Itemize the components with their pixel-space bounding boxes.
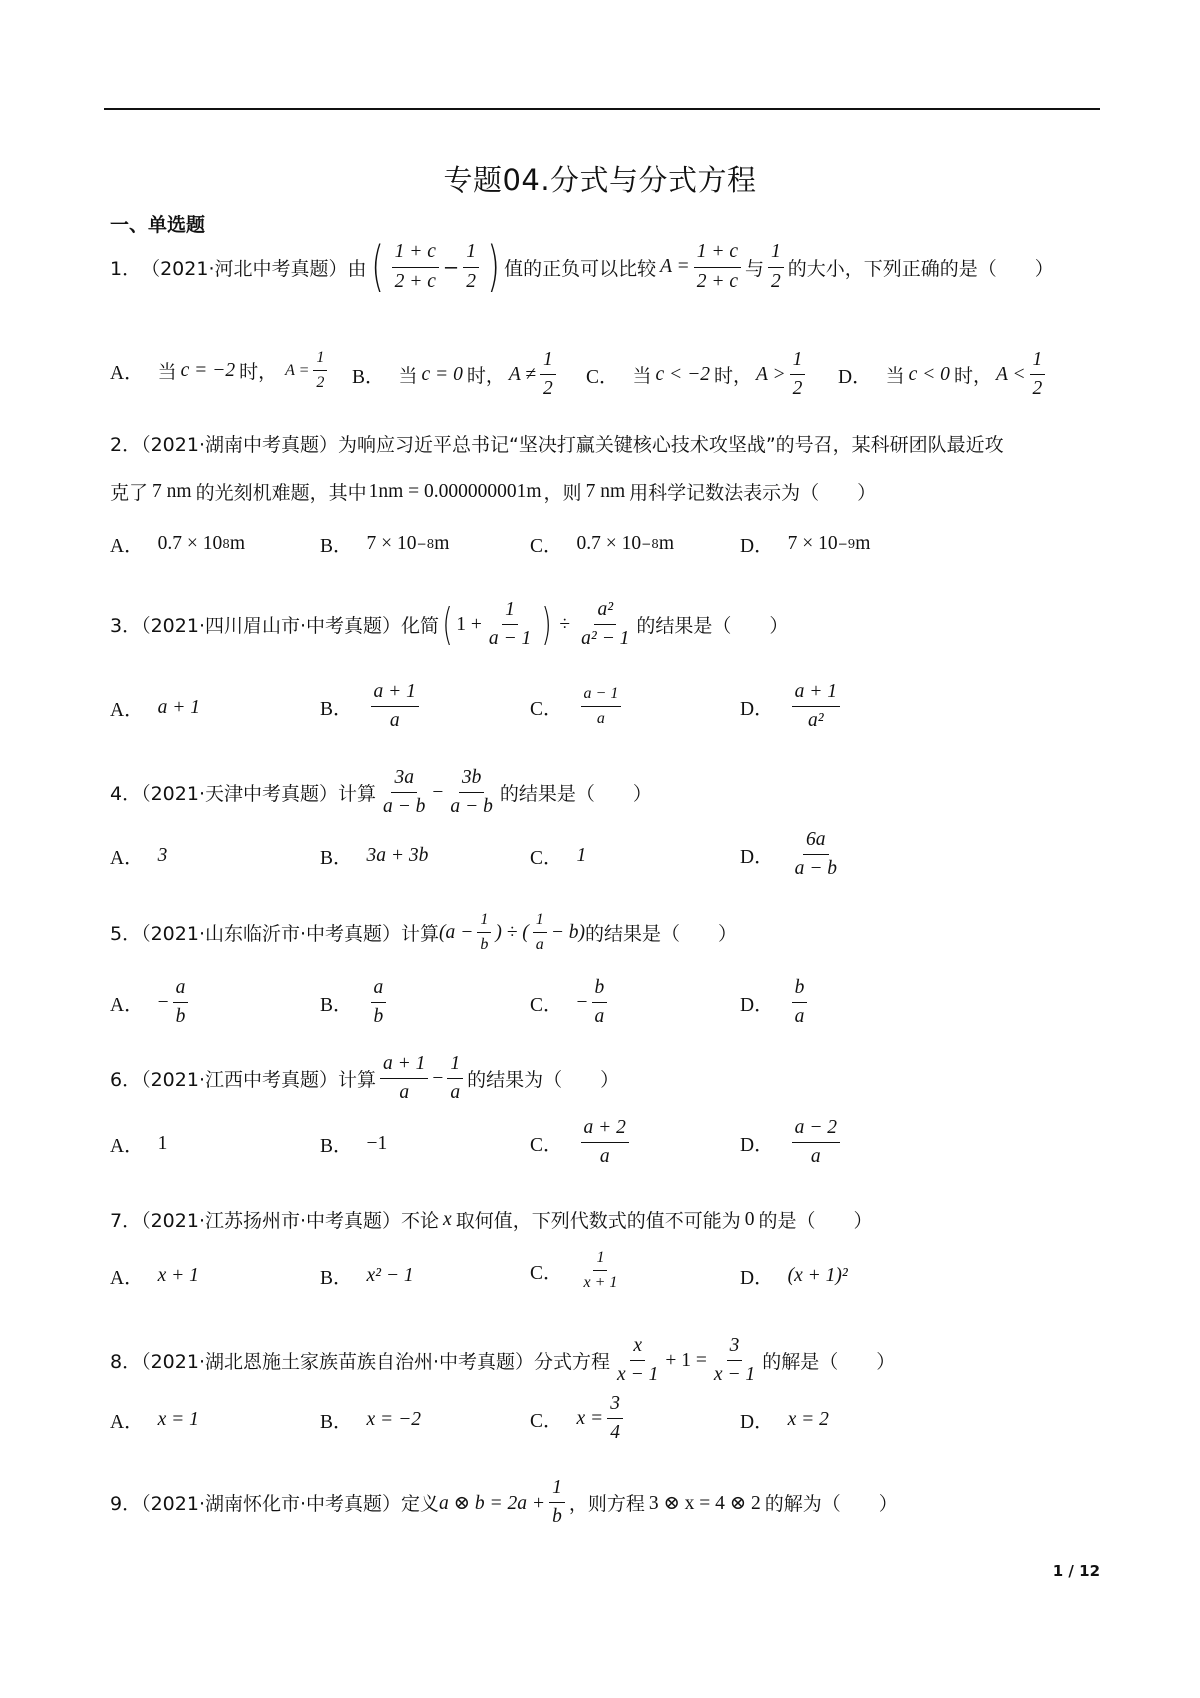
q6-option-c[interactable]: C． $\frac{a + 2}{a}$ [530, 1116, 633, 1170]
fraction: $\frac{1}{2}$ [463, 240, 479, 294]
question-8: 8．（2021·湖北恩施土家族苗族自治州·中考真题）分式方程 $\frac{x}{x - 1}$ + 1 = $\frac{3}{x - 1}$ 的解是（ ） [110, 1335, 896, 1386]
minus: − [442, 255, 460, 279]
q1-option-c[interactable]: C． 当 c < −2 时， A > $\frac{1}{2}$ [586, 348, 809, 402]
q3-option-a[interactable]: A． a + 1 [110, 697, 201, 721]
q5-option-c[interactable]: C． − $\frac{b}{a}$ [530, 976, 611, 1030]
fraction: $\frac{1 + c}{2 + c}$ [694, 240, 741, 294]
q2-option-d[interactable]: D． 7 × 10 −9 m [740, 533, 871, 557]
q6-option-b[interactable]: B． −1 [320, 1133, 388, 1157]
q1-text: 的大小，下列正确的是（ ） [787, 257, 1054, 280]
question-2-line-1: 2．（2021·湖南中考真题）为响应习近平总书记“坚决打赢关键核心技术攻坚战”的号召，某科研团队最近攻 [110, 434, 1004, 456]
q1-text: 与 [745, 257, 765, 280]
q1-text: 值的正负可以比较 [504, 257, 657, 280]
q8-option-a[interactable]: A． x = 1 [110, 1409, 199, 1433]
q6-option-d[interactable]: D． $\frac{a - 2}{a}$ [740, 1116, 844, 1170]
q1-option-d[interactable]: D． 当 c < 0 时， A < $\frac{1}{2}$ [838, 348, 1049, 402]
right-paren: ) [541, 598, 552, 650]
q5-option-d[interactable]: D． $\frac{b}{a}$ [740, 976, 811, 1030]
question-2-line-2: 克了 7 nm 的光刻机难题，其中 1nm = 0.000000001m ，则 7 nm 用科学记数法表示为（ ） [110, 480, 877, 504]
page-number: 1 / 12 [1052, 1562, 1100, 1580]
q4-option-a[interactable]: A． 3 [110, 845, 168, 869]
question-4: 4．（2021·天津中考真题）计算 $\frac{3a}{a - b}$ − $\frac{3b}{a - b}$ 的结果是（ ） [110, 767, 652, 818]
q4-option-d[interactable]: D． $\frac{6a}{a - b}$ [740, 829, 838, 880]
left-paren: ( [442, 598, 453, 650]
q8-option-c[interactable]: C． x = $\frac{3}{4}$ [530, 1392, 627, 1446]
q2-option-c[interactable]: C． 0.7 × 10 −8 m [530, 533, 675, 557]
q1-source: （2021·河北中考真题）由 [141, 257, 367, 280]
q4-option-c[interactable]: C． 1 [530, 845, 587, 869]
expr: A = [660, 256, 690, 277]
section-heading: 一、单选题 [110, 214, 206, 236]
q8-option-b[interactable]: B． x = −2 [320, 1409, 421, 1433]
q5-option-a[interactable]: A． − $\frac{a}{b}$ [110, 976, 192, 1030]
fraction: $\frac{1 + c}{2 + c}$ [392, 240, 439, 294]
q1-option-b[interactable]: B． 当 c = 0 时， A ≠ $\frac{1}{2}$ [352, 348, 560, 402]
question-6: 6．（2021·江西中考真题）计算 $\frac{a + 1}{a}$ − $\frac{1}{a}$ 的结果为（ ） [110, 1053, 620, 1104]
q4-option-b[interactable]: B． 3a + 3b [320, 845, 429, 869]
question-7: 7．（2021·江苏扬州市·中考真题）不论 x 取何值，下列代数式的值不可能为 0 的是（ ） [110, 1208, 873, 1232]
q3-option-c[interactable]: C． $\frac{a - 1}{a}$ [530, 684, 625, 729]
right-paren: ) [487, 235, 500, 298]
question-3: 3．（2021·四川眉山市·中考真题）化简 ( 1 + $\frac{1}{a - 1}$ ) ÷ $\frac{\text{a²}}{\text{a² − 1}}$ 的结果是（ ） [110, 598, 789, 650]
q7-option-d[interactable]: D． (x + 1)² [740, 1265, 848, 1289]
q8-option-d[interactable]: D． x = 2 [740, 1409, 829, 1433]
q6-option-a[interactable]: A． 1 [110, 1133, 168, 1157]
q2-option-a[interactable]: A． 0.7 × 10 8 m [110, 533, 246, 557]
q3-option-d[interactable]: D． $\frac{a + 1}{\text{a²}}$ [740, 680, 844, 734]
q3-option-b[interactable]: B． $\frac{a + 1}{a}$ [320, 680, 423, 734]
left-paren: ( [370, 235, 384, 298]
question-1 [110, 235, 1054, 298]
q7-option-a[interactable]: A． x + 1 [110, 1265, 199, 1289]
q5-option-b[interactable]: B． $\frac{a}{b}$ [320, 976, 390, 1030]
header-rule [104, 108, 1100, 110]
q7-option-b[interactable]: B． x² − 1 [320, 1265, 414, 1289]
question-5: 5．（2021·山东临沂市·中考真题）计算 (a − $\frac{1}{b}$ ) ÷ ( $\frac{1}{a}$ − b) 的结果是（ ） [110, 911, 738, 953]
q1-num: 1． [110, 257, 142, 280]
q2-option-b[interactable]: B． 7 × 10 −8 m [320, 533, 450, 557]
question-9: 9．（2021·湖南怀化市·中考真题）定义 a ⊗ b = 2a + $\frac{1}{b}$ ，则方程 3 ⊗ x = 4 ⊗ 2 的解为（ ） [110, 1477, 898, 1528]
fraction: $\frac{1}{2}$ [768, 240, 784, 294]
q7-option-c[interactable]: C． $\frac{1}{x + 1}$ [530, 1249, 618, 1291]
q1-option-a[interactable]: A． 当 c = −2 时， A = $\frac{1}{2}$ [110, 348, 331, 393]
page-title: 专题04.分式与分式方程 [443, 163, 757, 197]
